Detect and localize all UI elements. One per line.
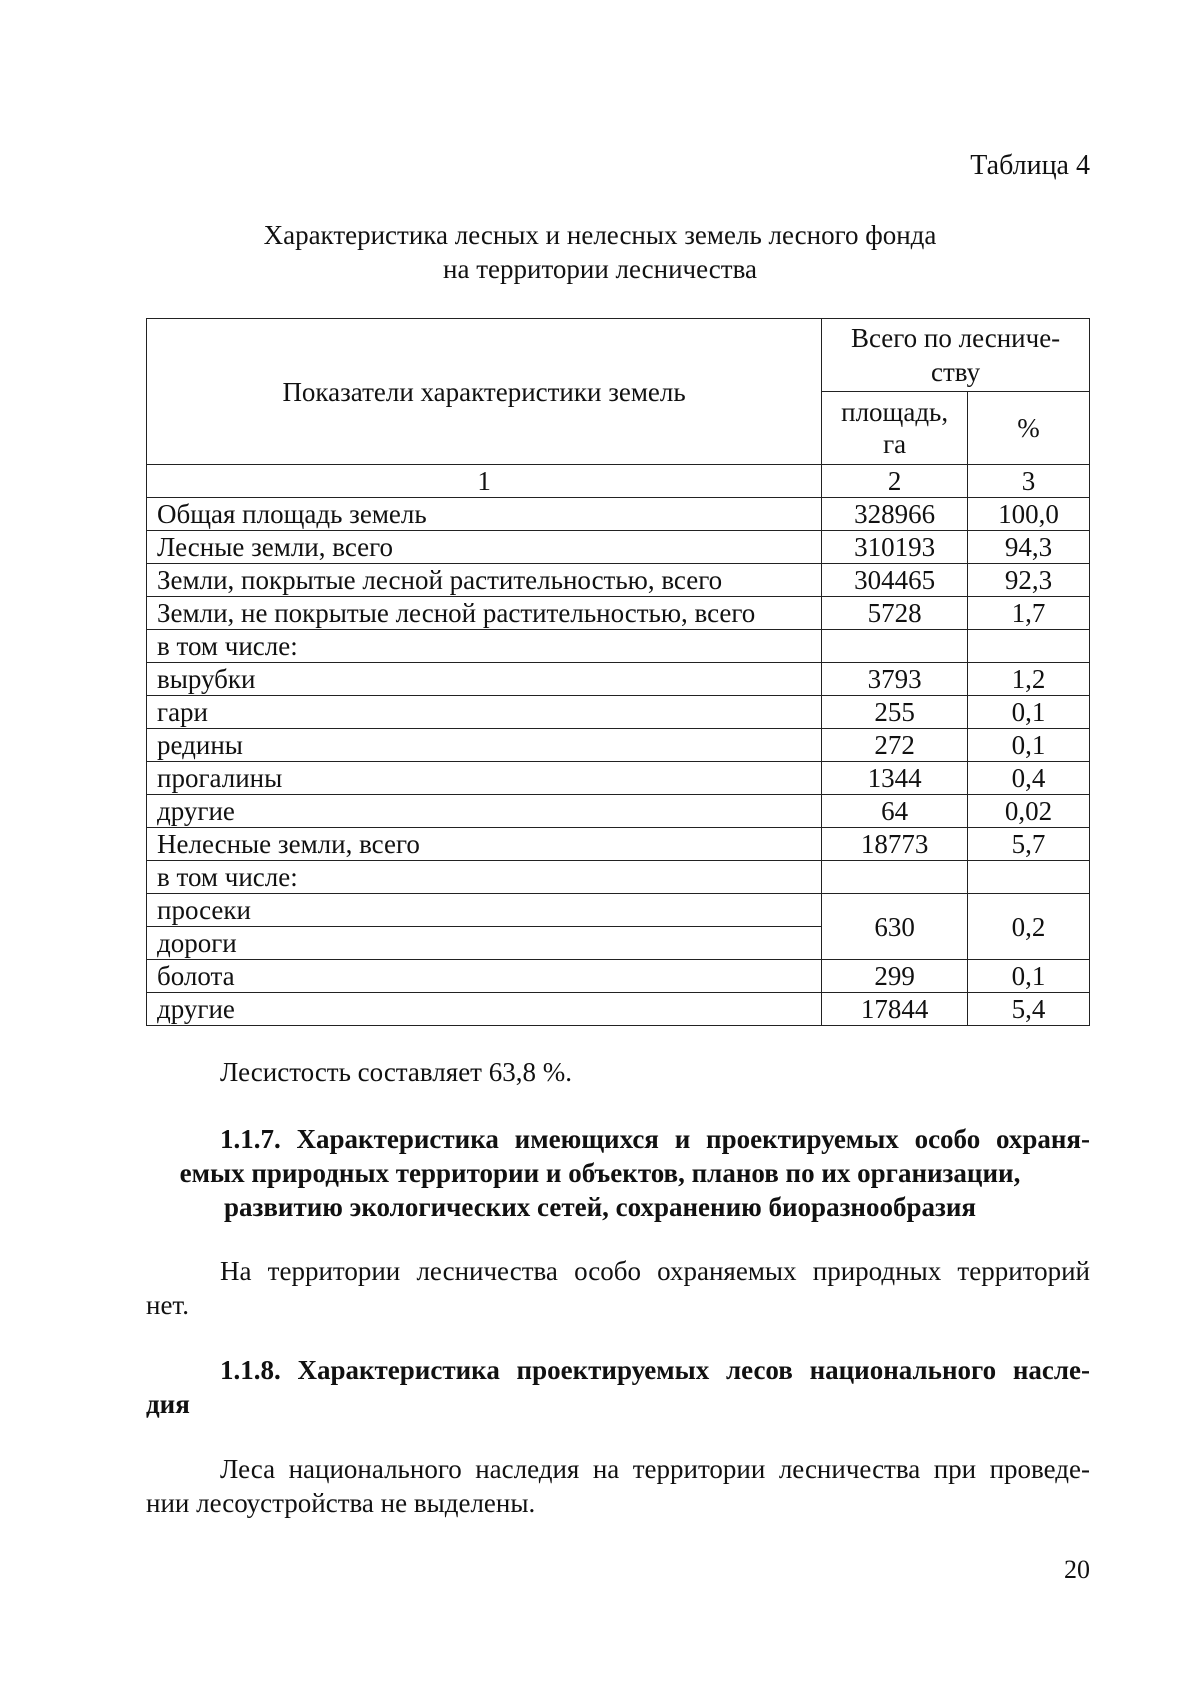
header-total-line1: Всего по лесниче- [850, 323, 1061, 353]
header-indicators: Показатели характеристики земель [147, 319, 822, 465]
table-row [147, 663, 1090, 696]
header-percent: % [968, 392, 1090, 465]
row-area: 299 [822, 960, 968, 993]
row-area: 272 [822, 729, 968, 762]
table-row [147, 828, 1090, 861]
table-row [147, 630, 1090, 663]
column-number: 3 [968, 465, 1090, 498]
row-percent: 0,1 [968, 960, 1090, 993]
table-row [147, 762, 1090, 795]
row-percent: 0,1 [968, 696, 1090, 729]
row-name: гари [147, 696, 822, 729]
header-row [147, 319, 1090, 392]
table-row-merged-top [147, 894, 1090, 927]
row-area: 630 [822, 894, 968, 960]
row-area: 328966 [822, 498, 968, 531]
row-area [822, 861, 968, 894]
row-name: в том числе: [147, 630, 822, 663]
row-name: редины [147, 729, 822, 762]
row-name: другие [147, 993, 822, 1026]
row-name: Нелесные земли, всего [147, 828, 822, 861]
row-name: Земли, не покрытые лесной растительностью, всего [147, 597, 822, 630]
section-117-heading-line1: 1.1.7. Характеристика имеющихся и проектируемых особо охраня- [220, 1124, 1090, 1154]
row-percent: 92,3 [968, 564, 1090, 597]
row-area: 5728 [822, 597, 968, 630]
row-area: 255 [822, 696, 968, 729]
row-percent: 0,1 [968, 729, 1090, 762]
table-row [147, 861, 1090, 894]
header-total-group [822, 319, 1090, 392]
table-label: Таблица 4 [970, 150, 1090, 181]
table-row [147, 696, 1090, 729]
section-117-paragraph-line1: На территории лесничества особо охраняемых природных территорий [220, 1256, 1090, 1286]
row-percent: 94,3 [968, 531, 1090, 564]
table-row [147, 795, 1090, 828]
table-caption-line2: на территории лесничества [443, 254, 757, 284]
table-row [147, 531, 1090, 564]
header-area-line1: площадь, [841, 397, 949, 427]
row-percent: 0,2 [968, 894, 1090, 960]
table-row [147, 597, 1090, 630]
section-117-heading-line3: развитию экологических сетей, сохранению биоразнообразия [223, 1192, 977, 1222]
land-characteristics-table [146, 318, 1090, 1026]
row-name: другие [147, 795, 822, 828]
row-percent: 100,0 [968, 498, 1090, 531]
row-percent: 5,7 [968, 828, 1090, 861]
row-percent: 1,2 [968, 663, 1090, 696]
table-row [147, 960, 1090, 993]
row-name: в том числе: [147, 861, 822, 894]
header-area [822, 392, 968, 465]
row-percent [968, 630, 1090, 663]
section-117-paragraph-line2: нет. [146, 1290, 189, 1320]
row-percent: 5,4 [968, 993, 1090, 1026]
section-117-heading-line2: емых природных территории и объектов, планов по их организации, [179, 1158, 1021, 1188]
row-percent: 0,4 [968, 762, 1090, 795]
row-area [822, 630, 968, 663]
row-percent [968, 861, 1090, 894]
table-row [147, 993, 1090, 1026]
row-percent: 0,02 [968, 795, 1090, 828]
row-name: дороги [147, 927, 822, 960]
row-area: 1344 [822, 762, 968, 795]
row-percent: 1,7 [968, 597, 1090, 630]
table-row [147, 564, 1090, 597]
row-name: болота [147, 960, 822, 993]
row-name: просеки [147, 894, 822, 927]
row-area: 304465 [822, 564, 968, 597]
row-name: Лесные земли, всего [147, 531, 822, 564]
row-area: 18773 [822, 828, 968, 861]
page-number: 20 [1064, 1555, 1090, 1584]
section-118-paragraph-line1: Леса национального наследия на территории лесничества при проведе- [220, 1454, 1090, 1484]
section-118-heading-line1: 1.1.8. Характеристика проектируемых лесов национального насле- [220, 1355, 1090, 1385]
column-number: 2 [822, 465, 968, 498]
row-area: 3793 [822, 663, 968, 696]
column-number: 1 [147, 465, 822, 498]
table-row [147, 729, 1090, 762]
header-area-line2: га [883, 429, 907, 459]
table-caption-line1: Характеристика лесных и нелесных земель лесного фонда [263, 220, 937, 250]
row-name: прогалины [147, 762, 822, 795]
row-area: 17844 [822, 993, 968, 1026]
forest-cover-text: Лесистость составляет 63,8 %. [220, 1057, 572, 1087]
header-total-line2: ству [931, 357, 981, 387]
table-row [147, 498, 1090, 531]
column-number-row [147, 465, 1090, 498]
row-name: Общая площадь земель [147, 498, 822, 531]
row-area: 310193 [822, 531, 968, 564]
section-118-heading-line2: дия [146, 1389, 190, 1419]
section-118-paragraph-line2: нии лесоустройства не выделены. [146, 1488, 536, 1518]
row-area: 64 [822, 795, 968, 828]
row-name: Земли, покрытые лесной растительностью, всего [147, 564, 822, 597]
row-name: вырубки [147, 663, 822, 696]
